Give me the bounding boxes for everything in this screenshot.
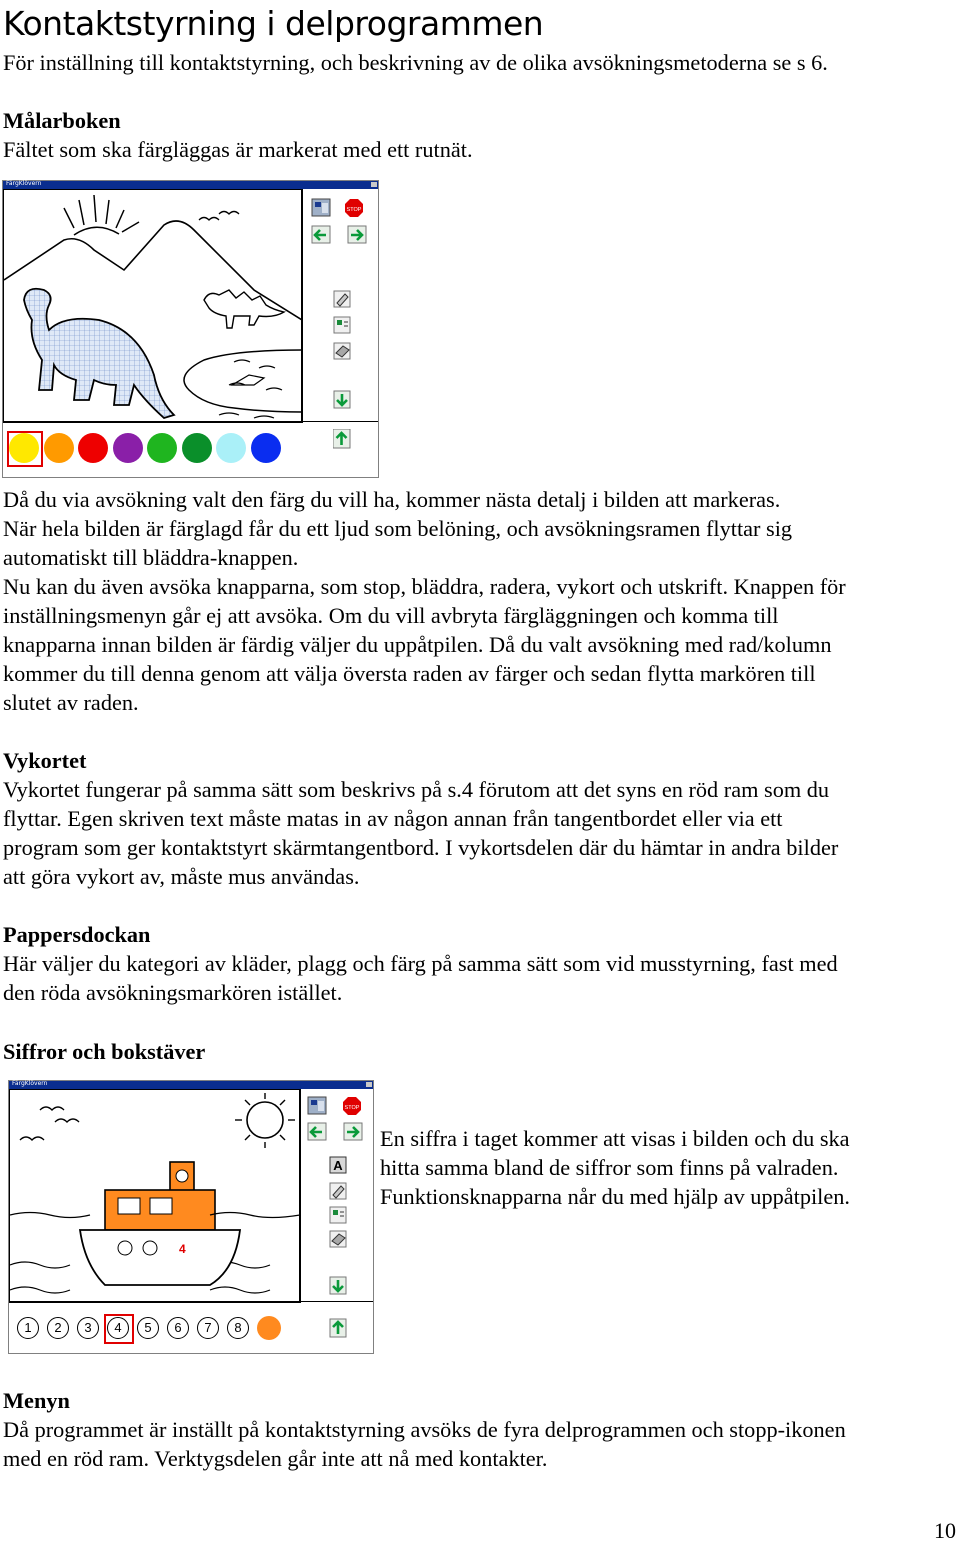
letter-button-label: A	[333, 1158, 343, 1173]
malarboken-heading: Målarboken	[3, 108, 121, 133]
color-swatch[interactable]	[44, 433, 74, 463]
sun-icon	[247, 1102, 283, 1138]
tool-panel	[308, 195, 370, 425]
menyn-para-line: Då programmet är inställt på kontaktstyrning avsöks de fyra delprogrammen och stopp-ikonen	[3, 1417, 846, 1442]
menyn-para-line: med en röd ram. Verktygsdelen går inte att nå med kontakter.	[3, 1446, 548, 1471]
color-swatch[interactable]	[182, 433, 212, 463]
siffror-screenshot	[8, 1080, 374, 1354]
boat-picture	[10, 1090, 300, 1302]
close-icon[interactable]	[366, 1082, 372, 1087]
vykortet-para-line: program som ger kontaktstyrt skärmtangentbord. I vykortsdelen där du hämtar in andra bilder	[3, 835, 839, 860]
number-choice[interactable]: 6	[167, 1317, 189, 1339]
color-choice[interactable]	[257, 1316, 281, 1340]
pappersdockan-para-line: Här väljer du kategori av kläder, plagg och färg på samma sätt som vid musstyrning, fast med	[3, 951, 838, 976]
malarboken-para-line: knapparna innan bilden är färdig väljer du uppåtpilen. Då du valt avsökning med rad/kolumn	[3, 632, 832, 657]
drawing-canvas[interactable]	[3, 189, 303, 423]
svg-text:STOP: STOP	[344, 1105, 360, 1111]
number-choice[interactable]: 8	[227, 1317, 249, 1339]
vykortet-para-line: att göra vykort av, måste mus användas.	[3, 864, 360, 889]
intro-text: För inställning till kontaktstyrning, och beskrivning av de olika avsökningsmetoderna se s 6.	[3, 50, 828, 75]
malarboken-para-line: slutet av raden.	[3, 690, 139, 715]
sun-icon	[64, 195, 139, 235]
svg-text:STOP: STOP	[346, 207, 362, 213]
color-swatch[interactable]	[251, 433, 281, 463]
siffror-para-line: Funktionsknapparna når du med hjälp av uppåtpilen.	[380, 1184, 850, 1209]
boat-number: 4	[179, 1242, 186, 1256]
color-swatch[interactable]	[78, 433, 108, 463]
window-title: FärgKlövern	[6, 180, 42, 187]
window-titlebar	[3, 181, 378, 189]
pappersdockan-para-line: den röda avsökningsmarkören istället.	[3, 980, 343, 1005]
number-row-divider	[9, 1301, 373, 1302]
siffror-para-line: hitta samma bland de siffror som finns på valraden.	[380, 1155, 839, 1180]
drawing-canvas[interactable]	[9, 1089, 301, 1303]
menyn-heading: Menyn	[3, 1388, 70, 1413]
number-choice[interactable]: 3	[77, 1317, 99, 1339]
page-title: Kontaktstyrning i delprogrammen	[3, 4, 544, 43]
arrow-up-icon[interactable]	[333, 429, 351, 449]
panel-divider	[299, 1089, 300, 1301]
number-choice[interactable]: 4	[107, 1317, 129, 1339]
number-choice[interactable]: 7	[197, 1317, 219, 1339]
malarboken-para-line: kommer du till denna genom att välja översta raden av färger och sedan flytta markören till	[3, 661, 816, 686]
number-choice[interactable]: 2	[47, 1317, 69, 1339]
vykortet-para-line: Vykortet fungerar på samma sätt som beskrivs på s.4 förutom att det syns en röd ram som du	[3, 777, 830, 802]
vykortet-para-line: flyttar. Egen skriven text måste matas in av någon annan från tangentbordet eller via ett	[3, 806, 783, 831]
malarboken-para-line: automatiskt till bläddra-knappen.	[3, 545, 299, 570]
window-title: FärgKlövern	[12, 1080, 48, 1087]
number-choice[interactable]: 5	[137, 1317, 159, 1339]
siffror-heading: Siffror och bokstäver	[3, 1039, 206, 1064]
panel-divider	[301, 189, 302, 421]
close-icon[interactable]	[371, 182, 377, 187]
malarboken-para-line: Nu kan du även avsöka knapparna, som stop, bläddra, radera, vykort och utskrift. Knappen för	[3, 574, 846, 599]
palette-divider	[3, 421, 378, 422]
pappersdockan-heading: Pappersdockan	[3, 922, 151, 947]
tool-panel	[304, 1093, 369, 1353]
color-swatch[interactable]	[113, 433, 143, 463]
number-choice[interactable]: 1	[17, 1317, 39, 1339]
malarboken-para-line: Då du via avsökning valt den färg du vill ha, kommer nästa detalj i bilden att markeras.	[3, 487, 781, 512]
coloring-picture	[4, 190, 302, 422]
scan-selection-frame	[7, 431, 43, 467]
vykortet-heading: Vykortet	[3, 748, 87, 773]
siffror-para-line: En siffra i taget kommer att visas i bilden och du ska	[380, 1126, 850, 1151]
malarboken-line1: Fältet som ska färgläggas är markerat med ett rutnät.	[3, 137, 473, 162]
window-titlebar	[9, 1081, 373, 1089]
malarboken-para-line: inställningsmenyn går ej att avsöka. Om du vill avbryta färgläggningen och komma till	[3, 603, 779, 628]
scan-selection-frame	[104, 1314, 134, 1344]
color-swatch[interactable]	[147, 433, 177, 463]
malarboken-para-line: När hela bilden är färglagd får du ett ljud som belöning, och avsökningsramen flyttar sig	[3, 516, 793, 541]
malarboken-screenshot	[2, 180, 379, 478]
page-number: 10	[934, 1518, 956, 1543]
color-swatch[interactable]	[216, 433, 246, 463]
